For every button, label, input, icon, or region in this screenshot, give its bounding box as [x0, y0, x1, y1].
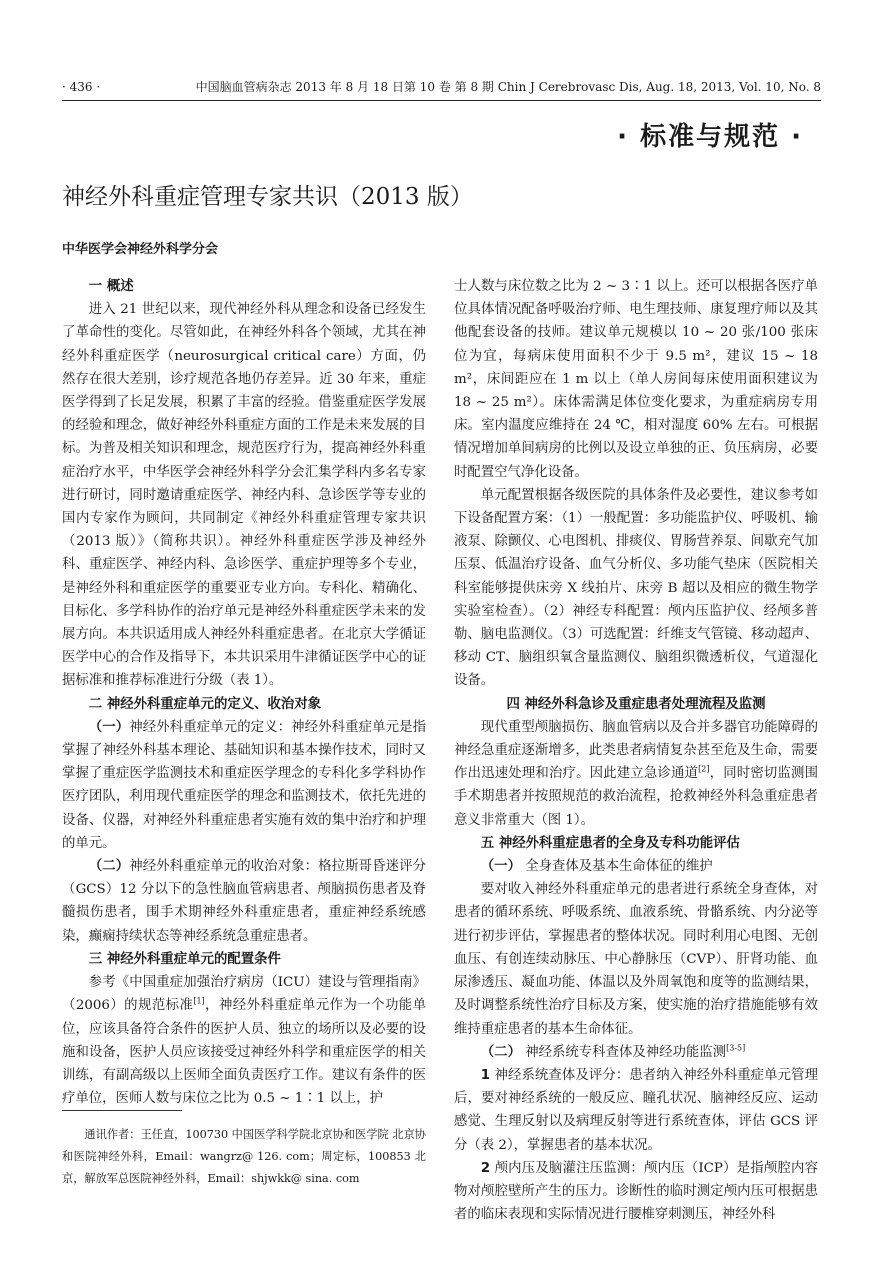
- footnote-rule: [62, 1110, 182, 1111]
- paragraph-definition: [62, 716, 426, 855]
- paragraph-equipment: 单元配置根据各级医院的具体条件及必要性，建议参考如下设备配置方案：（1）一般配置：多功能监护仪、呼吸机、输液泵、除颤仪、心电图机、排痰仪、胃肠营养泵、间歇充气加压泵、低温治疗设备、血气分析仪、多功能气垫床（医院相关科室能够提供床旁 X 线拍片、床旁 B 超以及相应的微生物学实验室检查）。（2）神经专科配置：颅内压监护仪、经颅多普勒、脑电监测仪。（3）可选配置：纤维支气管镜、移动超声、移动 CT、脑组织氧含量监测仪、脑组织微透析仪，气道湿化设备。: [454, 487, 818, 689]
- paragraph-overview: 进入 21 世纪以来，现代神经外科从理念和设备已经发生了革命性的变化。尽管如此，在神经外科各个领域，尤其在神经外科重症医学（neurosurgical critical care）方面，仍然存在很大差别，诊疗规范各地仍存差异。近 30 年来，重症医学得到了长足发展，积累了丰富的经验。借鉴重症医学发展的经验和理念，做好神经外科重症方面的工作是未来发展的目标。为普及相关知识和理念，规范医疗行为，提高神经外科重症治疗水平，中华医学会神经外科学分会汇集学科内多名专家进行研讨，同时邀请重症医学、神经内科、急诊医学等专业的国内专家作为顾问，共同制定《神经外科重症管理专家共识（2013 版）》（简称共识）。神经外科重症医学涉及神经外科、重症医学、神经内科、急诊医学、重症护理等多个专业，是神经外科和重症医学的重要亚专业方向。专科化、精确化、目标化、多学科协作的治疗单元是神经外科重症医学未来的发展方向。本共识适用成人神经外科重症患者。在北京大学循证医学中心的合作及指导下，本共识采用牛津循证医学中心的证据标准和推荐标准进行分级（表 1）。: [62, 302, 426, 689]
- subsection-label: （一）: [88, 719, 130, 735]
- article-author: 中华医学会神经外科学分会: [62, 242, 219, 257]
- paragraph-text: ，同时密切监测围手术期患者并按照规范的救治流程，抢救神经外科急重症患者意义非常重大（图 1）。: [454, 766, 819, 828]
- subsection-label: （二）: [480, 1044, 521, 1060]
- heading-assessment: 五 神经外科重症患者的全身及专科功能评估: [480, 835, 740, 851]
- paragraph-text: ，神经外科重症单元作为一个功能单位，应该具备符合条件的医护人员、独立的场所以及必要的设施和设备，医护人员应该接受过神经外科学和重症医学的相关训练，有副高级以上医师全面负责医疗工作。建议有条件的医疗单位，医师人数与床位之比为 0.5 ~ 1∶1 以上，护: [62, 998, 426, 1107]
- heading-emergency: 四 神经外科急诊及重症患者处理流程及监测: [506, 696, 766, 712]
- section-label: · 标准与规范 ·: [617, 122, 803, 152]
- subsection-label: （一）: [480, 859, 521, 875]
- heading-configuration: 三 神经外科重症单元的配置条件: [88, 951, 281, 967]
- item-title: 颅内压及脑灌注压监测：: [494, 1160, 645, 1176]
- item-title: 神经系统查体及评分：: [494, 1067, 630, 1083]
- heading-definition: 二 神经外科重症单元的定义、收治对象: [88, 696, 322, 712]
- right-column: [454, 275, 818, 1226]
- reference-mark: [2]: [698, 764, 710, 774]
- subsection-label: （二）: [88, 859, 130, 875]
- reference-mark: [3-5]: [726, 1043, 746, 1053]
- paragraph-text: 现代重型颅脑损伤、脑血管病以及合并多器官功能障碍的神经急重症逐渐增多，此类患者病情复杂甚至危及生命，需要作出迅速处理和治疗。因此建立急诊通道: [454, 719, 818, 782]
- subsection-text: 神经外科重症单元的收治对象：格拉斯哥昏迷评分（GCS）12 分以下的急性脑血管病患者、颅脑损伤患者及脊髓损伤患者，围手术期神经外科重症患者，重症神经系统感染，癫痫持续状态等神经系统急重症患者。: [62, 859, 427, 944]
- subsection-text: 神经外科重症单元的定义：神经外科重症单元是指掌握了神经外科基本理论、基础知识和基本操作技术，同时又掌握了重症医学监测技术和重症医学理念的专科化多学科协作医疗团队，利用现代重症医学的理念和监测技术，依托先进的设备、仪器，对神经外科重症患者实施有效的集中治疗和护理的单元。: [62, 719, 427, 851]
- item-text: 患者纳入神经外科重症单元管理后，要对神经系统的一般反应、瞳孔状况、脑神经反应、运动感觉、生理反射以及病理反射等进行系统查体，评估 GCS 评分（表 2），掌握患者的基本状况。: [454, 1067, 819, 1153]
- item-text: 颅内压（ICP）是指颅腔内容物对颅腔壁所产生的压力。诊断性的临时测定颅内压可根据患者的临床表现和实际情况进行腰椎穿刺测压，神经外科: [454, 1160, 818, 1223]
- item-number: 1: [480, 1067, 491, 1083]
- item-number: 2: [480, 1160, 491, 1176]
- subsection-title: 神经系统专科查体及神经功能监测: [525, 1044, 727, 1060]
- footnote: 通讯作者：王任直，100730 中国医学科学院北京协和医学院 北京协和医院神经外科，Email：wangrz@ 126. com；周定标，100853 北京，解放军总医院神经外科，Email：shjwkk@ sina. com: [62, 1128, 426, 1185]
- paragraph-neuro-exam: [454, 1064, 818, 1157]
- paragraph-configuration: [62, 971, 426, 1110]
- heading-overview: 一 概述: [88, 279, 134, 294]
- page-number: · 436 ·: [62, 80, 101, 94]
- paragraph-general-exam: 要对收入神经外科重症单元的患者进行系统全身查体，对患者的循环系统、呼吸系统、血液系统、骨骼系统、内分泌等进行初步评估，掌握患者的整体状况。同时利用心电图、无创血压、有创连续动脉压、中心静脉压（CVP）、肝肾功能、血尿渗透压、凝血功能、体温以及外周氧饱和度等的监测结果，及时调整系统性治疗目标及方案，使实施的治疗措施能够有效维持重症患者的基本生命体征。: [454, 882, 818, 1037]
- paragraph-staffing: 士人数与床位数之比为 2 ~ 3∶1 以上。还可以根据各医疗单位具体情况配备呼吸治疗师、电生理技师、康复理疗师以及其他配套设备的技师。建议单元规模以 10 ~ 20 张/100 张床位为宜，每病床使用面积不少于 9.5 m²，建议 15 ~ 18 m²，床间距应在 1 m 以上（单人房间每床使用面积建议为 18 ~ 25 m²）。床体需满足体位变化要求，为重症病房专用床。室内温度应维持在 24 ℃，相对湿度 60% 左右。可根据情况增加单间病房的比例以及设立单独的正、负压病房，必要时配置空气净化设备。: [454, 279, 818, 480]
- subheading-neuro-exam: [454, 1041, 818, 1064]
- subheading-general-exam: [454, 855, 818, 878]
- journal-citation: 中国脑血管病杂志 2013 年 8 月 18 日第 10 卷 第 8 期 Chin J Cerebrovasc Dis, Aug. 18, 2013, Vol. 10, No. 8: [195, 80, 821, 94]
- subsection-title: 全身查体及基本生命体征的维护: [525, 859, 713, 875]
- paragraph-text: 参考《中国重症加强治疗病房（ICU）建设与管理指南》（2006）的规范标准: [62, 975, 426, 1014]
- article-title: 神经外科重症管理专家共识（2013 版）: [62, 184, 473, 210]
- paragraph-admission: [62, 855, 426, 948]
- reference-mark: [1]: [193, 996, 205, 1006]
- running-header: [62, 78, 821, 102]
- left-column: [62, 275, 426, 1110]
- paragraph-icp: [454, 1157, 818, 1227]
- paragraph-emergency: [454, 716, 818, 832]
- header-rule: [62, 100, 821, 101]
